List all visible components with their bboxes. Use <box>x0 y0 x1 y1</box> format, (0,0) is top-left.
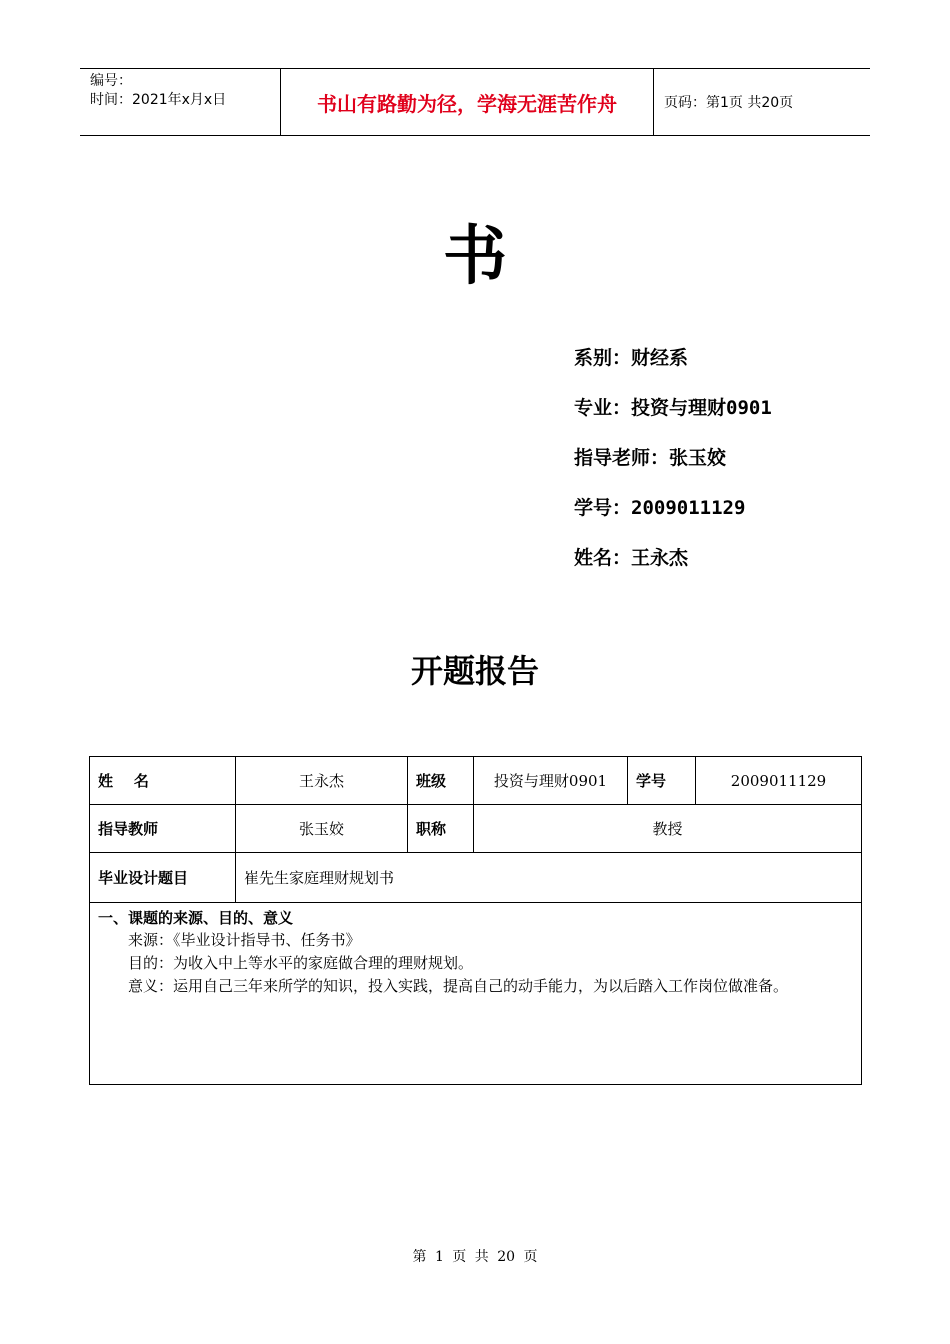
section1-cell <box>90 903 862 1085</box>
report-title: 开题报告 <box>410 652 539 690</box>
name-line: 姓名：王永杰 <box>574 547 689 569</box>
student-id-line: 学号：2009011129 <box>574 497 746 519</box>
section1-meaning: 意义：运用自己三年来所学的知识，投入实践，提高自己的动手能力，为以后踏入工作岗位做准备。 <box>128 977 789 995</box>
id-label: 学号 <box>628 757 696 805</box>
class-label: 班级 <box>408 757 474 805</box>
cover-big-char: 书 <box>443 219 507 294</box>
table-row <box>90 757 862 805</box>
table-row <box>90 853 862 903</box>
time-label: 时间：2021年x月x日 <box>90 92 227 108</box>
number-label: 编号： <box>90 73 132 89</box>
section1-heading: 一、课题的来源、目的、意义 <box>98 909 294 927</box>
advisor-value: 张玉姣 <box>236 805 408 853</box>
cover-info <box>574 340 772 590</box>
advisor-line: 指导老师：张玉姣 <box>574 447 727 469</box>
major-line: 专业：投资与理财0901 <box>574 397 772 419</box>
header-meta <box>80 69 281 135</box>
motto: 书山有路勤为径，学海无涯苦作舟 <box>281 69 654 135</box>
title-value: 教授 <box>474 805 862 853</box>
department-line: 系别：财经系 <box>574 347 689 369</box>
page-info: 页码：第1页 共20页 <box>664 95 794 111</box>
table-row <box>90 903 862 1085</box>
report-form-table <box>89 756 862 1085</box>
id-value: 2009011129 <box>696 757 862 805</box>
class-value: 投资与理财0901 <box>474 757 628 805</box>
title-label: 职称 <box>408 805 474 853</box>
page-footer: 第 1 页 共 20 页 <box>412 1249 538 1265</box>
name-value: 王永杰 <box>236 757 408 805</box>
page-header <box>80 68 870 136</box>
table-row <box>90 805 862 853</box>
topic-value: 崔先生家庭理财规划书 <box>236 853 862 903</box>
section1-purpose: 目的：为收入中上等水平的家庭做合理的理财规划。 <box>128 954 474 972</box>
section1-source: 来源：《毕业设计指导书、任务书》 <box>128 931 361 949</box>
advisor-label: 指导教师 <box>90 805 236 853</box>
name-label: 姓 名 <box>90 757 236 805</box>
topic-label: 毕业设计题目 <box>90 853 236 903</box>
